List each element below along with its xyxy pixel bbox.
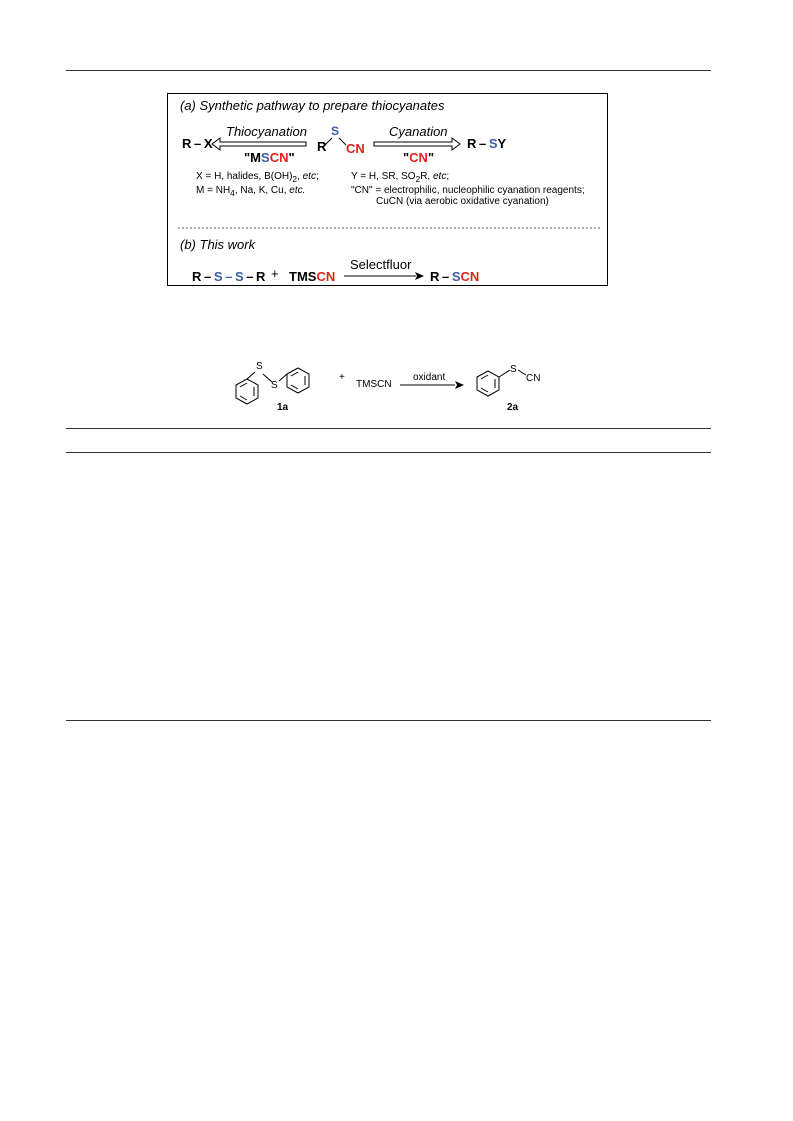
center-CN: CN [346,141,365,156]
oxidant-label: oxidant [413,372,446,383]
left-product: R – X [182,136,213,151]
right-product: R – SY [467,136,507,151]
tmscn-formula: TMSCN [289,269,336,284]
top-rule [66,70,711,71]
table-rule-3 [66,720,711,721]
selectfluor-arrow-head [415,272,424,280]
disulfide-S1: S [256,361,263,372]
benzene-ring-right [287,368,309,393]
tmscn-reagent: TMSCN [356,379,392,390]
disulfide-S2: S [271,380,278,391]
center-S: S [331,124,340,138]
thiocyanation-label: Thiocyanation [226,124,307,139]
notes-right-line3: CuCN (via aerobic oxidative cyanation) [376,196,549,207]
notes-left-line1: X = H, halides, $B(OH)_2$, etc; [196,171,319,184]
plus-sign-b: + [271,266,279,281]
table-rule-2 [66,452,711,453]
thiocyanate-product: R – SCN [430,269,480,284]
cyanation-label: Cyanation [389,124,448,139]
product-CN: CN [526,373,541,384]
benzene-ring-product [477,370,526,396]
notes-left-line2: $M = NH_4$, Na, K, Cu, etc. [196,185,306,198]
oxidant-arrow-head [455,381,464,389]
selectfluor-label: Selectfluor [350,257,412,272]
notes-right-line2: "CN" = electrophilic, nucleophilic cyanation reagents; [351,185,585,196]
reaction-structures [0,355,793,425]
panel-b-title: (b) This work [180,237,256,252]
plus-sign: + [339,372,345,383]
benzene-ring-left [236,372,258,404]
label-1a: 1a [277,402,289,413]
cyanation-arrow [374,138,460,150]
table-rule-1 [66,428,711,429]
center-bond-2 [339,138,346,145]
thiocyanation-arrow [212,138,306,150]
scheme-box [167,93,608,286]
center-R: R [317,139,327,154]
disulfide-formula: R – S – S – R [192,269,266,284]
scheme-arrows [168,94,609,287]
label-2a: 2a [507,402,519,413]
mscn-reagent: "MSCN" [244,150,295,165]
cn-reagent: "CN" [403,150,435,165]
center-bond-1 [325,138,332,145]
panel-a-title: (a) Synthetic pathway to prepare thiocyanates [180,98,445,113]
product-S: S [510,364,517,375]
notes-right-line1: Y = H, SR, $SO_2R$, etc; [351,171,450,184]
